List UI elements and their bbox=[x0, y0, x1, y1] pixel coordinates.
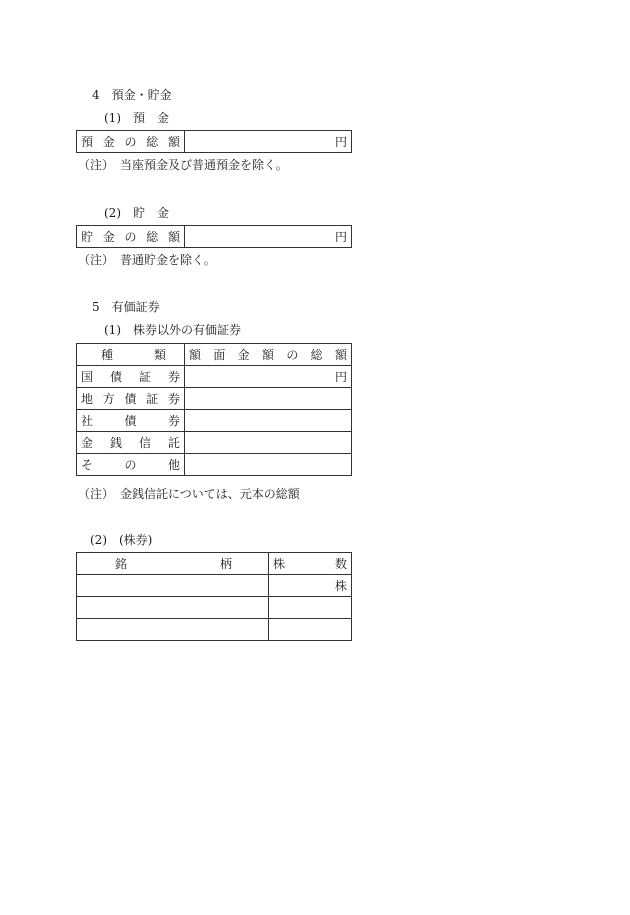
yen-unit: 円 bbox=[334, 229, 347, 244]
row-value bbox=[185, 388, 352, 410]
share-count-cell bbox=[269, 597, 352, 619]
table-row bbox=[77, 597, 352, 619]
row-value bbox=[185, 410, 352, 432]
savings-note: （注） 普通貯金を除く。 bbox=[78, 253, 216, 267]
brand-cell bbox=[77, 575, 269, 597]
table-row bbox=[77, 575, 352, 597]
row-value bbox=[185, 454, 352, 476]
share-unit: 株 bbox=[334, 578, 347, 593]
securities-note: （注） 金銭信託については、元本の総額 bbox=[78, 487, 300, 501]
row-label: 社 債 券 bbox=[77, 410, 185, 432]
table-header-row bbox=[77, 553, 352, 575]
savings-subtitle: (2) 貯 金 bbox=[104, 206, 169, 220]
yen-unit: 円 bbox=[334, 134, 347, 149]
table-header-row bbox=[77, 344, 352, 366]
section-5-title: 5 有価証券 bbox=[92, 300, 160, 314]
row-value bbox=[185, 366, 352, 388]
row-label: 地 方 債 証 券 bbox=[77, 388, 185, 410]
row-label: 金 銭 信 託 bbox=[77, 432, 185, 454]
brand-cell bbox=[77, 619, 269, 641]
table-row bbox=[77, 366, 352, 388]
section-4-title: 4 預金・貯金 bbox=[92, 88, 172, 102]
share-count-header: 株 数 bbox=[269, 553, 352, 575]
savings-table bbox=[76, 225, 352, 248]
row-label: 国 債 証 券 bbox=[77, 366, 185, 388]
savings-total-value bbox=[185, 226, 352, 248]
table-row bbox=[77, 454, 352, 476]
table-row bbox=[77, 410, 352, 432]
type-header: 種 類 bbox=[77, 344, 185, 366]
deposit-table bbox=[76, 130, 352, 153]
row-value bbox=[185, 432, 352, 454]
brand-header: 銘 柄 bbox=[77, 553, 269, 575]
yen-unit: 円 bbox=[334, 369, 347, 384]
stocks-subtitle: (2) (株券) bbox=[90, 533, 153, 547]
brand-cell bbox=[77, 597, 269, 619]
deposit-total-value bbox=[185, 131, 352, 153]
table-row bbox=[77, 388, 352, 410]
deposit-subtitle: (1) 預 金 bbox=[104, 111, 169, 125]
deposit-note: （注） 当座預金及び普通預金を除く。 bbox=[78, 158, 288, 172]
securities-subtitle: (1) 株券以外の有価証券 bbox=[104, 323, 241, 337]
table-row bbox=[77, 619, 352, 641]
savings-total-label: 貯 金 の 総 額 bbox=[77, 226, 185, 248]
face-value-header: 額 面 金 額 の 総 額 bbox=[185, 344, 352, 366]
share-count-cell bbox=[269, 575, 352, 597]
stocks-table bbox=[76, 552, 352, 641]
securities-table bbox=[76, 343, 352, 476]
deposit-total-label: 預 金 の 総 額 bbox=[77, 131, 185, 153]
share-count-cell bbox=[269, 619, 352, 641]
table-row bbox=[77, 432, 352, 454]
row-label: そ の 他 bbox=[77, 454, 185, 476]
